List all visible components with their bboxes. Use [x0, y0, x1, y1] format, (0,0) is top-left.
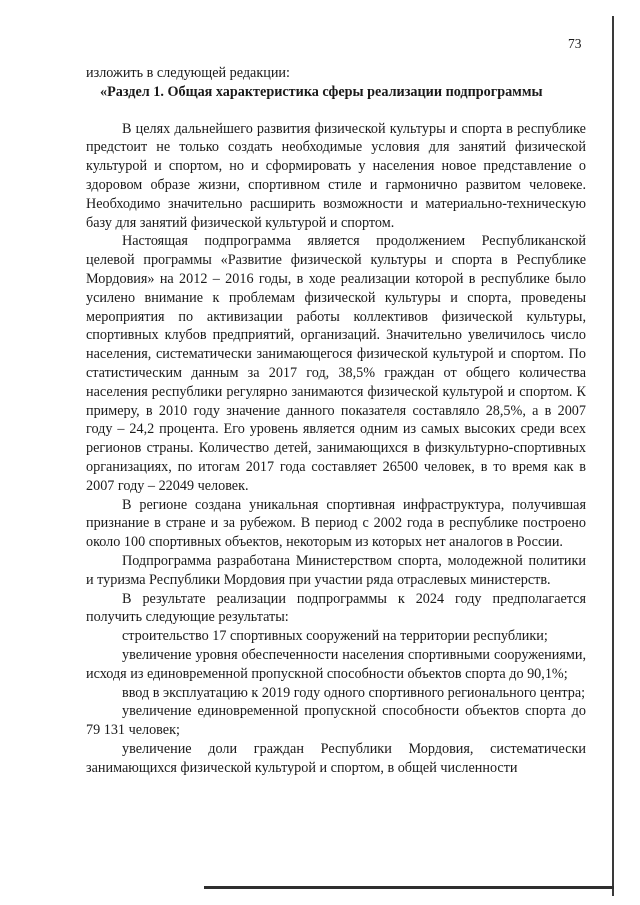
scan-edge-bottom: [204, 886, 614, 889]
document-body: [86, 64, 586, 777]
result-item: строительство 17 спортивных сооружений на территории республики;: [122, 628, 548, 645]
result-item: увеличение единовременной пропускной способности объектов спорта до 79 131 человек;: [86, 703, 586, 739]
paragraph: В результате реализации подпрограммы к 2024 году предполагается получить следующие результаты:: [86, 590, 586, 626]
intro-line: изложить в следующей редакции:: [86, 65, 290, 81]
paragraph: Настоящая подпрограмма является продолжением Республиканской целевой программы «Развитие физической культуры и спорта в Республике Мордовия» на 2012 – 2016 годы, в ходе реализации которой в республике было усилено внимание к проблемам физической культуры и спорта, проведены мероприятия по активизации работы коллективов физической культуры, спортивных клубов предприятий, организаций. Значительно увеличилось число населения, систематически занимающегося физической культурой и спортом. По статистическим данным за 2017 год, 38,5% граждан от общего количества населения республики регулярно занимаются физической культурой и спортом. К примеру, в 2010 году значение данного показателя составляло 28,5%, а в 2007 году – 24,2 процента. Его уровень является одним из самых высоких среди всех регионов страны. Количество детей, занимающихся в физкультурно-спортивных организациях, по итогам 2017 года составляет 26500 человек, в то время как в 2007 году – 22049 человек.: [86, 233, 586, 494]
result-item: увеличение уровня обеспеченности населения спортивными сооружениями, исходя из единовременной пропускной способности объектов спорта до 90,1%;: [86, 646, 586, 682]
result-item: увеличение доли граждан Республики Мордовия, систематически занимающихся физической культурой и спортом, в общей численности: [86, 740, 586, 776]
page-number: 73: [568, 36, 582, 51]
section-title: «Раздел 1. Общая характеристика сферы реализации подпрограммы: [100, 83, 543, 100]
paragraph: Подпрограмма разработана Министерством спорта, молодежной политики и туризма Республики Мордовия при участии ряда отраслевых министерств.: [86, 552, 586, 588]
scan-edge-right: [612, 16, 614, 896]
result-item: ввод в эксплуатацию к 2019 году одного спортивного регионального центра;: [122, 684, 586, 701]
paragraph: В целях дальнейшего развития физической культуры и спорта в республике предстоит не только создать необходимые условия для занятий физической культурой и спортом, но и сформировать у населения новое представление о здоровом образе жизни, спортивном стиле и гармонично развитом человеке. Необходимо значительно расширить возможности и материально-техническую базу для занятий физической культурой и спортом.: [86, 120, 586, 231]
paragraph: В регионе создана уникальная спортивная инфраструктура, получившая признание в стране и за рубежом. В период с 2002 года в республике построено около 100 спортивных объектов, некоторым из которых нет аналогов в России.: [86, 496, 586, 551]
